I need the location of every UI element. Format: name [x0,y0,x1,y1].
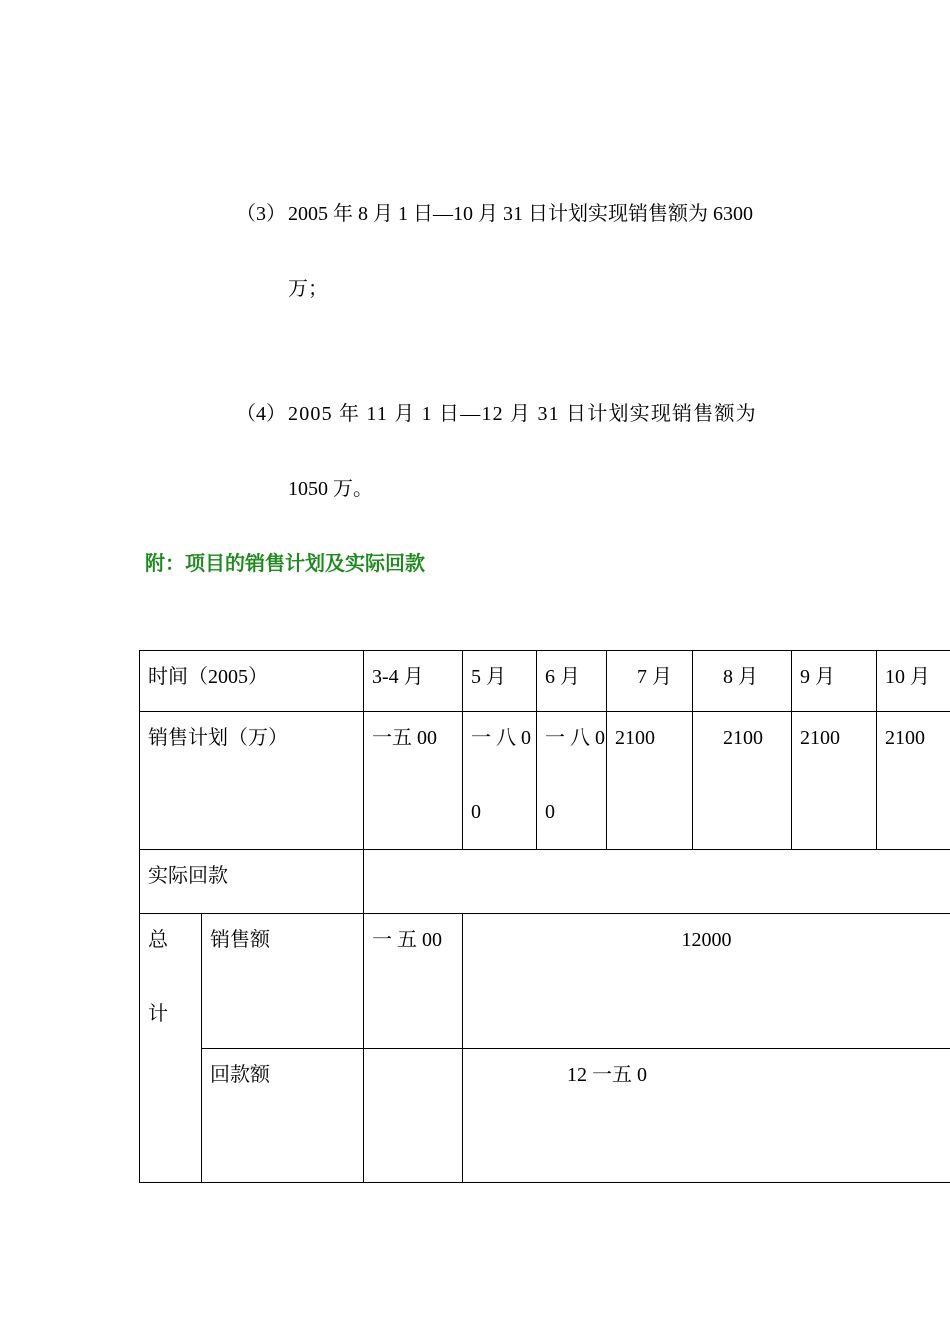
item-4-label: （4） [236,403,286,425]
total-payback-row [140,1049,950,1183]
table-cell: 2100 [607,712,693,850]
plan-label: 销售计划（万） [140,712,364,850]
wrapped-value: 一 五 00 [372,929,442,951]
wrapped-value: 一 八 00 [471,727,531,823]
table-cell: 一五 00 [364,712,463,850]
table-cell [463,712,537,850]
header-cell: 10 月 [877,651,950,712]
header-cell: 7 月 [607,651,693,712]
section-heading: 附：项目的销售计划及实际回款 [145,553,425,575]
header-cell: 6 月 [537,651,607,712]
actual-label: 实际回款 [140,850,364,914]
header-cell: 8 月 [693,651,792,712]
item-3-label: （3） [236,203,286,225]
header-cell: 9 月 [792,651,877,712]
header-cell: 3-4 月 [364,651,463,712]
item-4-text-cont: 1050 万。 [288,478,373,500]
sales-plan-table [139,650,950,1183]
item-3-text-cont: 万； [288,278,328,300]
sales-total: 12000 [463,914,950,1049]
table-cell: 2100 [693,712,792,850]
actual-row [140,850,950,914]
sales-label: 销售额 [202,914,364,1049]
table-cell [364,1049,463,1183]
header-cell: 5 月 [463,651,537,712]
total-label-text: 总计 [148,929,168,1025]
table-cell [537,712,607,850]
total-sales-row [140,914,950,1049]
wrapped-value: 一 八 00 [545,727,605,823]
payback-total: 12 一五 0 [463,1049,950,1183]
payback-label: 回款额 [202,1049,364,1183]
table-cell: 2100 [877,712,950,850]
plan-row [140,712,950,850]
item-3-text: 2005 年 8 月 1 日—10 月 31 日计划实现销售额为 6300 [288,203,753,225]
item-4-text: 2005 年 11 月 1 日—12 月 31 日计划实现销售额为 [288,403,757,425]
header-cell-time: 时间（2005） [140,651,364,712]
table-cell [364,914,463,1049]
total-label [140,914,202,1183]
table-cell: 2100 [792,712,877,850]
